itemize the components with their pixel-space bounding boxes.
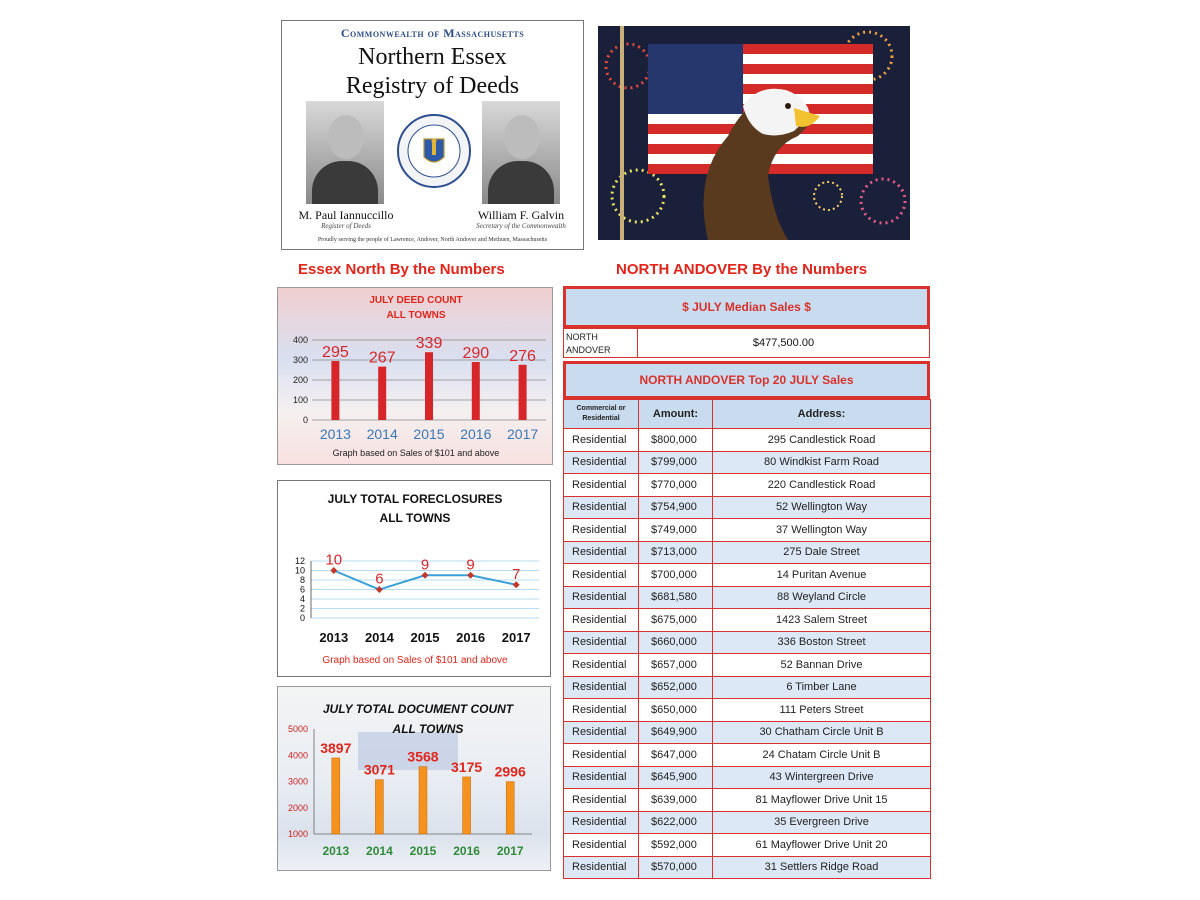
- foreclosures-chart: [278, 481, 551, 677]
- table-row: [564, 451, 931, 474]
- foreclosure-chart-title-line-2: ALL TOWNS: [379, 511, 451, 525]
- sale-amount-cell: $713,000: [639, 541, 713, 564]
- registry-header-card: [281, 20, 584, 250]
- sale-type-cell: Residential: [564, 856, 639, 879]
- deed-count-chart-card: [277, 287, 553, 465]
- deed-chart-footnote: Graph based on Sales of $101 and above: [332, 448, 500, 458]
- sale-address-cell: 6 Timber Lane: [713, 676, 931, 699]
- foreclosure-data-label: 9: [420, 556, 430, 574]
- deed-data-label: 339: [415, 335, 443, 353]
- amount-column-header: Amount:: [639, 400, 713, 429]
- table-row: [564, 519, 931, 542]
- sale-address-cell: 43 Wintergreen Drive: [713, 766, 931, 789]
- sale-type-cell: Residential: [564, 766, 639, 789]
- document-x-tick-label: 2017: [496, 844, 524, 858]
- table-row: [564, 474, 931, 497]
- sale-type-cell: Residential: [564, 519, 639, 542]
- table-row: [564, 789, 931, 812]
- deed-chart-title-line-2: ALL TOWNS: [386, 310, 446, 321]
- document-data-label: 3175: [451, 758, 483, 775]
- foreclosures-chart-card: [277, 480, 551, 677]
- sale-address-cell: 24 Chatam Circle Unit B: [713, 744, 931, 767]
- deed-count-chart: [278, 288, 553, 465]
- foreclosure-data-label: 7: [512, 565, 521, 583]
- document-chart-title-line-1: JULY TOTAL DOCUMENT COUNT: [322, 702, 514, 716]
- deed-chart-title-line-1: JULY DEED COUNT: [369, 295, 463, 306]
- document-y-tick-label: 5000: [287, 724, 308, 734]
- document-data-label: 2996: [494, 763, 526, 780]
- sale-address-cell: 220 Candlestick Road: [713, 474, 931, 497]
- sale-amount-cell: $647,000: [639, 744, 713, 767]
- table-row: [564, 541, 931, 564]
- sale-type-cell: Residential: [564, 721, 639, 744]
- deed-y-tick-label: 300: [292, 355, 308, 365]
- sale-amount-cell: $639,000: [639, 789, 713, 812]
- foreclosure-data-label: 6: [375, 570, 384, 588]
- sale-type-cell: Residential: [564, 474, 639, 497]
- document-y-tick-label: 3000: [287, 776, 308, 787]
- table-row: [564, 744, 931, 767]
- north-andover-section-title: NORTH ANDOVER By the Numbers: [616, 261, 868, 278]
- deed-x-tick-label: 2014: [366, 426, 398, 442]
- sale-amount-cell: $754,900: [639, 496, 713, 519]
- register-title: Register of Deeds: [321, 222, 371, 230]
- median-town: NORTH ANDOVER: [566, 332, 611, 355]
- foreclosure-x-tick-label: 2014: [364, 630, 394, 645]
- table-row: [564, 631, 931, 654]
- table-row: [564, 496, 931, 519]
- sale-type-cell: Residential: [564, 631, 639, 654]
- deed-data-label: 267: [368, 349, 396, 367]
- median-sales-title: $ JULY Median Sales $: [563, 286, 930, 328]
- document-chart-title-line-2: ALL TOWNS: [392, 722, 464, 736]
- sale-amount-cell: $675,000: [639, 609, 713, 632]
- deed-y-tick-label: 400: [292, 335, 308, 345]
- document-count-chart-card: [277, 686, 551, 871]
- foreclosure-y-tick-label: 12: [294, 556, 305, 566]
- sale-type-cell: Residential: [564, 676, 639, 699]
- register-portrait: [306, 101, 384, 204]
- deed-data-label: 290: [462, 345, 490, 362]
- serving-statement: Proudly serving the people of Lawrence, Andover, North Andover and Methuen, Massachusetts: [317, 237, 548, 243]
- table-row: [564, 766, 931, 789]
- table-row: [564, 609, 931, 632]
- document-x-tick-label: 2013: [322, 844, 350, 858]
- document-bar: [375, 780, 383, 834]
- sale-type-cell: Residential: [564, 699, 639, 722]
- document-data-label: 3568: [407, 748, 439, 765]
- deed-bar: [331, 361, 339, 420]
- table-row: [564, 564, 931, 587]
- foreclosure-x-tick-label: 2015: [410, 630, 440, 645]
- document-bar: [332, 758, 340, 834]
- sale-address-cell: 61 Mayflower Drive Unit 20: [713, 834, 931, 857]
- table-row: [564, 699, 931, 722]
- commonwealth-heading: Commonwealth of Massachusetts: [340, 26, 525, 40]
- table-row: [564, 834, 931, 857]
- document-y-tick-label: 1000: [287, 829, 308, 839]
- median-amount: $477,500.00: [752, 337, 815, 349]
- deed-bar: [472, 362, 480, 420]
- document-count-chart: [278, 687, 551, 871]
- deed-x-tick-label: 2017: [507, 426, 539, 442]
- sale-address-cell: 81 Mayflower Drive Unit 15: [713, 789, 931, 812]
- sale-amount-cell: $749,000: [639, 519, 713, 542]
- table-header-row: [564, 400, 931, 429]
- table-row: [564, 429, 931, 452]
- sale-address-cell: 80 Windkist Farm Road: [713, 451, 931, 474]
- deed-y-tick-label: 200: [292, 375, 308, 385]
- foreclosure-y-tick-label: 2: [299, 603, 305, 614]
- top20-sales-title: NORTH ANDOVER Top 20 JULY Sales: [563, 361, 930, 399]
- table-row: [564, 676, 931, 699]
- foreclosure-y-tick-label: 6: [299, 584, 305, 595]
- document-bar: [506, 782, 514, 834]
- foreclosure-y-tick-label: 10: [294, 565, 305, 576]
- sale-address-cell: 88 Weyland Circle: [713, 586, 931, 609]
- sale-amount-cell: $622,000: [639, 811, 713, 834]
- sale-address-cell: 295 Candlestick Road: [713, 429, 931, 452]
- document-bar: [419, 767, 427, 834]
- secretary-title: Secretary of the Commonwealth: [476, 222, 566, 230]
- sale-amount-cell: $799,000: [639, 451, 713, 474]
- sale-amount-cell: $645,900: [639, 766, 713, 789]
- table-row: [564, 721, 931, 744]
- sale-type-cell: Residential: [564, 451, 639, 474]
- document-x-tick-label: 2016: [453, 844, 480, 858]
- sale-type-cell: Residential: [564, 496, 639, 519]
- sale-address-cell: 31 Settlers Ridge Road: [713, 856, 931, 879]
- sale-address-cell: 35 Evergreen Drive: [713, 811, 931, 834]
- foreclosure-y-tick-label: 0: [299, 613, 305, 623]
- sale-address-cell: 52 Bannan Drive: [713, 654, 931, 677]
- address-column-header: Address:: [713, 400, 931, 429]
- foreclosure-data-label: 9: [466, 556, 475, 574]
- sale-type-cell: Residential: [564, 541, 639, 564]
- sale-address-cell: 37 Wellington Way: [713, 519, 931, 542]
- foreclosure-chart-footnote: Graph based on Sales of $101 and above: [322, 655, 508, 666]
- table-row: [564, 856, 931, 879]
- sale-address-cell: 275 Dale Street: [713, 541, 931, 564]
- registry-title-line-1: Northern Essex: [358, 44, 507, 70]
- document-data-label: 3897: [320, 739, 352, 756]
- deed-x-tick-label: 2016: [460, 426, 492, 442]
- table-row: [564, 654, 931, 677]
- deed-data-label: 295: [322, 344, 349, 361]
- table-row: [564, 811, 931, 834]
- type-column-header: Commercial or Residential: [564, 400, 639, 429]
- sale-type-cell: Residential: [564, 811, 639, 834]
- deed-data-label: 276: [509, 347, 536, 365]
- sale-address-cell: 52 Wellington Way: [713, 496, 931, 519]
- sale-type-cell: Residential: [564, 654, 639, 677]
- register-name: M. Paul Iannuccillo: [298, 208, 394, 222]
- sale-amount-cell: $657,000: [639, 654, 713, 677]
- deed-bar: [378, 367, 386, 420]
- sale-address-cell: 111 Peters Street: [713, 699, 931, 722]
- registry-title-line-2: Registry of Deeds: [345, 73, 520, 99]
- sale-amount-cell: $660,000: [639, 631, 713, 654]
- median-sales-row: [563, 328, 930, 358]
- table-row: [564, 586, 931, 609]
- document-y-tick-label: 2000: [287, 802, 308, 813]
- foreclosure-data-label: 10: [325, 551, 343, 569]
- sale-amount-cell: $650,000: [639, 699, 713, 722]
- sale-amount-cell: $652,000: [639, 676, 713, 699]
- deed-bar: [519, 365, 527, 420]
- foreclosure-chart-title-line-1: JULY TOTAL FORECLOSURES: [327, 492, 503, 506]
- foreclosure-x-tick-label: 2017: [501, 630, 531, 645]
- massachusetts-seal-icon: [396, 113, 472, 189]
- foreclosure-x-tick-label: 2016: [456, 630, 486, 645]
- foreclosure-x-tick-label: 2013: [319, 630, 349, 645]
- deed-x-tick-label: 2015: [413, 426, 445, 442]
- sale-address-cell: 14 Puritan Avenue: [713, 564, 931, 587]
- sale-amount-cell: $649,900: [639, 721, 713, 744]
- sale-type-cell: Residential: [564, 564, 639, 587]
- registry-title: [282, 43, 583, 101]
- deed-y-tick-label: 100: [292, 395, 308, 405]
- sale-type-cell: Residential: [564, 834, 639, 857]
- document-y-tick-label: 4000: [287, 750, 308, 761]
- document-bar: [463, 777, 471, 834]
- deed-x-tick-label: 2013: [319, 426, 351, 442]
- eagle-flag-image: [598, 26, 910, 240]
- sale-type-cell: Residential: [564, 586, 639, 609]
- sale-amount-cell: $570,000: [639, 856, 713, 879]
- sale-address-cell: 30 Chatham Circle Unit B: [713, 721, 931, 744]
- secretary-name: William F. Galvin: [477, 208, 565, 222]
- foreclosure-y-tick-label: 4: [299, 594, 305, 604]
- sale-type-cell: Residential: [564, 609, 639, 632]
- foreclosure-y-tick-label: 8: [299, 575, 305, 585]
- document-x-tick-label: 2014: [366, 844, 393, 858]
- deed-y-tick-label: 0: [302, 415, 308, 425]
- deed-bar: [425, 352, 433, 420]
- document-x-tick-label: 2015: [409, 844, 437, 858]
- sale-address-cell: 336 Boston Street: [713, 631, 931, 654]
- sale-type-cell: Residential: [564, 744, 639, 767]
- sale-amount-cell: $700,000: [639, 564, 713, 587]
- sale-type-cell: Residential: [564, 789, 639, 812]
- sale-amount-cell: $681,580: [639, 586, 713, 609]
- sale-amount-cell: $770,000: [639, 474, 713, 497]
- essex-north-section-title: Essex North By the Numbers: [298, 261, 505, 278]
- top20-sales-table: [563, 399, 931, 879]
- document-data-label: 3071: [363, 761, 395, 778]
- secretary-portrait: [482, 101, 560, 204]
- sale-amount-cell: $592,000: [639, 834, 713, 857]
- sale-amount-cell: $800,000: [639, 429, 713, 452]
- sale-address-cell: 1423 Salem Street: [713, 609, 931, 632]
- sale-type-cell: Residential: [564, 429, 639, 452]
